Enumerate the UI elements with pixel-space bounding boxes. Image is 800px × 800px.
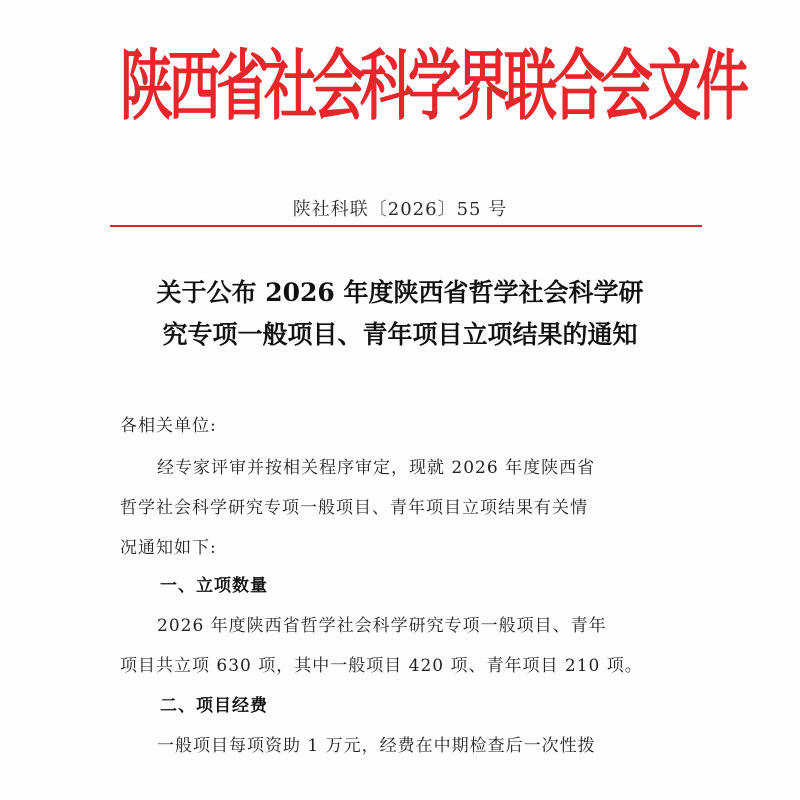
notice-title-line-2: 究专项一般项目、青年项目立项结果的通知 xyxy=(162,320,638,349)
project-count-line-1: 2026 年度陕西省哲学社会科学研究专项一般项目、青年 xyxy=(157,616,607,636)
project-count-paragraph xyxy=(120,606,685,686)
notice-title xyxy=(100,272,700,356)
addressee: 各相关单位: xyxy=(120,416,217,436)
project-count-line-2: 项目共立项 630 项，其中一般项目 420 项、青年项目 210 项。 xyxy=(120,656,643,676)
issuer-header-title: 陕西省社会科学界联合会文件 xyxy=(120,44,744,131)
document-number: 陕社科联〔2026〕55 号 xyxy=(292,199,508,220)
notice-title-line-1: 关于公布 2026 年度陕西省哲学社会科学研 xyxy=(156,278,644,307)
project-funding-paragraph xyxy=(120,726,685,766)
project-funding-line-1: 一般项目每项资助 1 万元，经费在中期检查后一次性拨 xyxy=(157,736,596,756)
section-heading-project-funding: 二、项目经费 xyxy=(160,696,268,716)
intro-paragraph-line-2: 哲学社会科学研究专项一般项目、青年项目立项结果有关情 xyxy=(120,498,588,518)
intro-paragraph-line-1: 经专家评审并按相关程序审定，现就 2026 年度陕西省 xyxy=(157,458,596,478)
intro-paragraph-line-3: 况通知如下: xyxy=(120,538,217,558)
red-divider-line xyxy=(110,225,702,227)
intro-paragraph xyxy=(120,448,685,568)
section-heading-project-count: 一、立项数量 xyxy=(160,576,268,596)
